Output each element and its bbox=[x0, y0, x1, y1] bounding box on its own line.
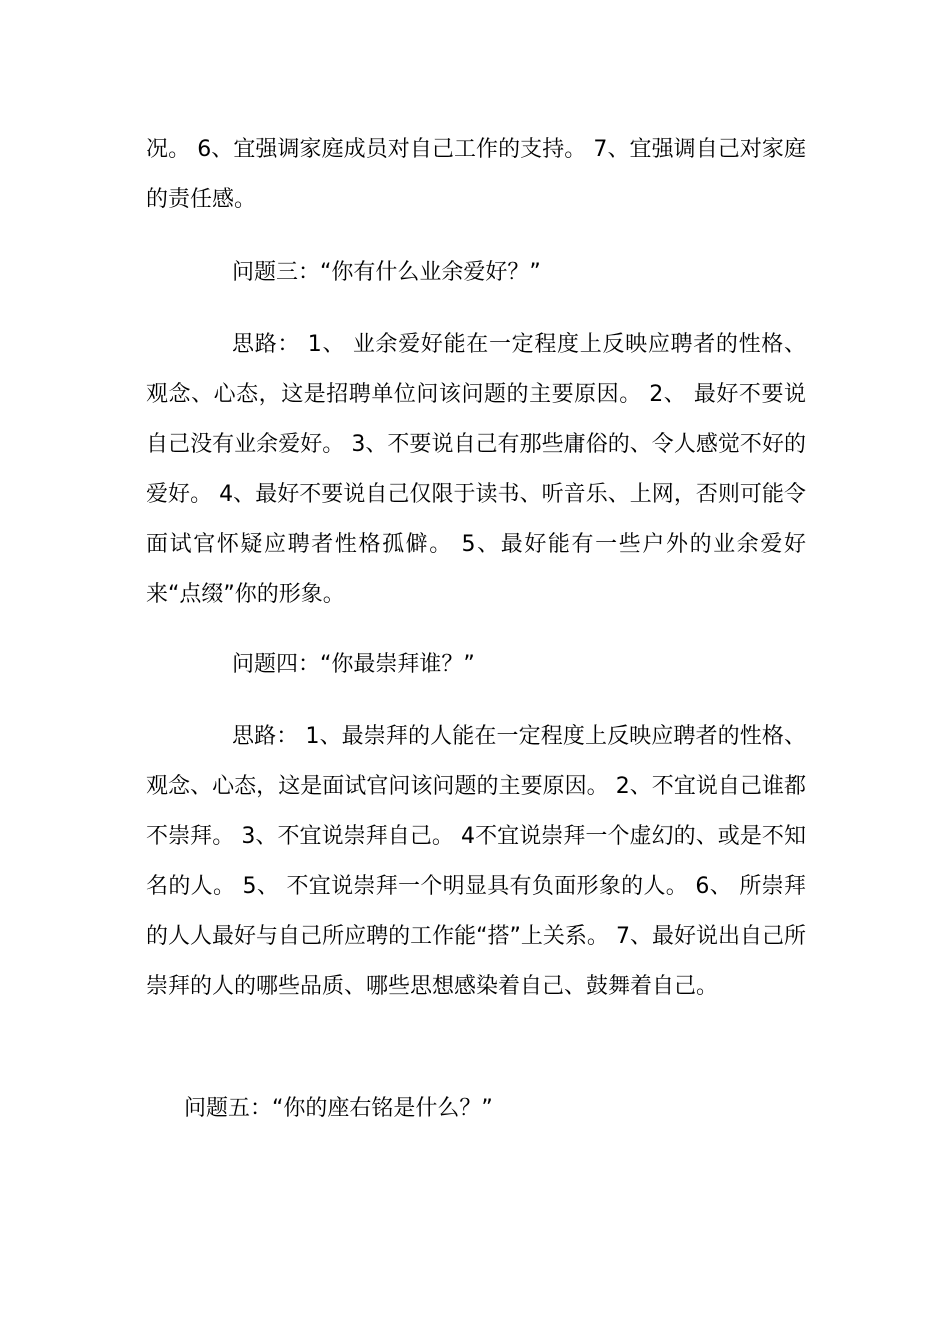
question-five-heading: 问题五：“你的座右铭是什么？” bbox=[184, 1096, 493, 1121]
answer-four-paragraph: 思路： 1、最崇拜的人能在一定程度上反映应聘者的性格、观念、心态，这是面试官问该问题的主要原因。 2、不宜说自己谁都不崇拜。 3、不宜说崇拜自己。 4不宜说崇拜一个虚幻的、或是不知名的人。 5、 不宜说崇拜一个明显具有负面形象的人。 6、 所崇拜的人人最好与自己所应聘的工作能“搭”上关系。 7、最好说出自己所崇拜的人的哪些品质、哪些思想感染着自己、鼓舞着自己。 bbox=[146, 724, 806, 999]
question-four-heading: 问题四：“你最崇拜谁？” bbox=[232, 652, 475, 677]
question-three-heading: 问题三：“你有什么业余爱好？” bbox=[232, 260, 541, 285]
paragraph-previous-answer-tail: 况。 6、宜强调家庭成员对自己工作的支持。 7、宜强调自己对家庭的责任感。 bbox=[146, 137, 806, 212]
answer-three-paragraph: 思路： 1、 业余爱好能在一定程度上反映应聘者的性格、观念、心态，这是招聘单位问该问题的主要原因。 2、 最好不要说自己没有业余爱好。 3、不要说自己有那些庸俗的、令人感觉不好的爱好。 4、最好不要说自己仅限于读书、听音乐、上网，否则可能令面试官怀疑应聘者性格孤僻。 5、最好能有一些户外的业余爱好来“点缀”你的形象。 bbox=[146, 332, 806, 607]
